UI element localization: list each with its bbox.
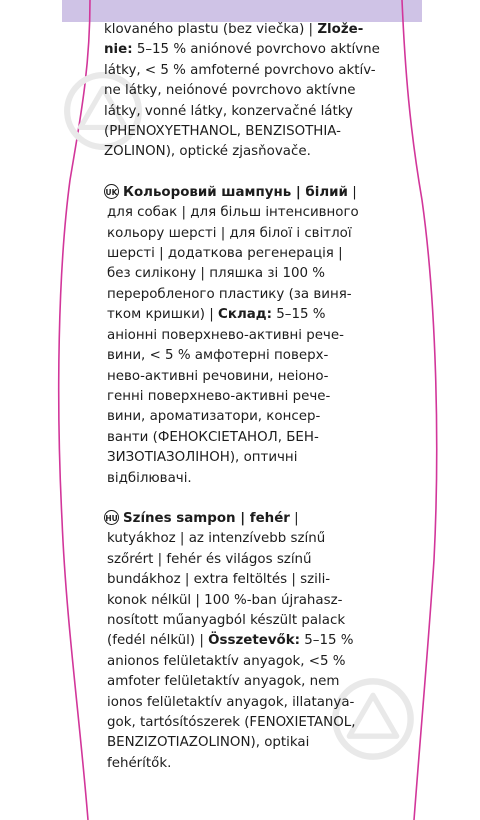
text-line — [104, 754, 380, 774]
text-segment: шерсті | додаткова регенерація | — [107, 246, 343, 262]
text-segment: szőrért | fehér és világos színű — [107, 551, 312, 567]
text-line — [104, 570, 380, 590]
text-segment: (fedél nélkül) | — [107, 633, 209, 649]
text-segment: nosított műanyagból készült palack — [107, 612, 346, 628]
text-line — [104, 326, 380, 346]
text-segment: kutyákhoz | az intenzívebb színű — [107, 531, 326, 547]
text-segment: без силікону | пляшка зі 100 % — [107, 266, 326, 282]
text-segment: ne látky, neiónové povrchovo aktívne — [104, 83, 356, 99]
text-line — [104, 264, 380, 284]
section-hungarian — [104, 509, 380, 774]
product-label-text — [104, 20, 380, 774]
section-slovak — [104, 20, 380, 163]
section-ukrainian — [104, 183, 380, 489]
text-segment: ionos felületaktív anyagok, illatanya- — [107, 694, 355, 710]
text-line — [104, 631, 380, 651]
text-line — [104, 203, 380, 223]
text-line — [104, 550, 380, 570]
text-line — [104, 509, 380, 529]
text-segment: konok nélkül | 100 %-ban újrahasz- — [107, 592, 343, 608]
language-badge-hu: HU — [104, 510, 119, 525]
bold-text-segment: Zlože- — [317, 22, 364, 37]
text-line — [104, 652, 380, 672]
text-line — [104, 611, 380, 631]
text-line — [104, 367, 380, 387]
text-line — [104, 102, 380, 122]
text-segment: ZOLINON), optické zjasňovače. — [104, 144, 311, 160]
bold-text-segment: Összetevők: — [208, 633, 301, 649]
text-line — [104, 407, 380, 427]
bold-text-segment: nie: — [104, 42, 133, 58]
text-segment: klovaného plastu (bez viečka) | — [104, 22, 318, 37]
bold-text-segment: Színes sampon | fehér — [123, 510, 290, 526]
bold-text-segment: Кольоровий шампунь | білий — [123, 184, 348, 200]
text-line — [104, 428, 380, 448]
text-line — [104, 346, 380, 366]
text-segment: для собак | для більш інтенсивного — [107, 205, 359, 221]
text-segment: кольору шерсті | для білої і світлої — [107, 225, 352, 241]
text-line — [104, 61, 380, 81]
text-line — [104, 183, 380, 203]
text-segment: генні поверхнево-активні рече- — [107, 388, 331, 404]
text-segment: переробленого пластику (за виня- — [107, 286, 352, 302]
text-line — [104, 713, 380, 733]
text-segment: 5–15 % — [300, 633, 354, 649]
text-line — [104, 81, 380, 101]
text-segment: | — [347, 184, 357, 200]
text-segment: нево-активні речовини, неіоно- — [107, 368, 329, 384]
text-segment: 5–15 % aniónové povrchovo aktívne — [132, 42, 380, 58]
text-segment: вини, < 5 % амфотерні поверх- — [107, 348, 329, 364]
text-line — [104, 529, 380, 549]
text-segment: BENZIZOTIAZOLINON), optikai — [107, 735, 310, 751]
text-segment: anionos felületaktív anyagok, <5 % — [107, 653, 346, 669]
text-segment: fehérítők. — [107, 755, 172, 771]
text-line — [104, 305, 380, 325]
text-segment: látky, vonné látky, konzervačné látky — [104, 103, 353, 119]
text-segment: gok, tartósítószerek (FENOXIETANOL, — [107, 715, 356, 730]
text-segment: ванти (ФЕНОКСІЕТАНОЛ, БЕН- — [107, 429, 319, 445]
text-segment: 5–15 % — [271, 307, 326, 323]
text-line — [104, 693, 380, 713]
text-line — [104, 40, 380, 60]
text-segment: | — [289, 510, 299, 526]
text-line — [104, 672, 380, 692]
text-line — [104, 387, 380, 407]
text-segment: відбілювачі. — [107, 470, 192, 486]
text-segment: вини, ароматизатори, консер- — [107, 409, 321, 425]
text-segment: bundákhoz | extra feltöltés | szili- — [107, 572, 331, 588]
text-segment: amfoter felületaktív anyagok, nem — [107, 674, 340, 690]
text-line — [104, 733, 380, 753]
text-segment: ЗИЗОТІАЗОЛІНОН), оптичні — [107, 450, 298, 466]
text-line — [104, 285, 380, 305]
text-line — [104, 448, 380, 468]
bold-text-segment: Склад: — [218, 307, 272, 323]
text-line — [104, 122, 380, 142]
text-line — [104, 142, 380, 162]
text-segment: тком кришки) | — [107, 307, 219, 323]
text-line — [104, 224, 380, 244]
text-segment: аніонні поверхнево-активні рече- — [107, 327, 344, 343]
text-line — [104, 469, 380, 489]
text-line — [104, 591, 380, 611]
text-line — [104, 244, 380, 264]
text-segment: (PHENOXYETHANOL, BENZISOTHIA- — [104, 124, 342, 140]
text-segment: látky, < 5 % amfoterné povrchovo aktív- — [104, 62, 376, 78]
language-badge-uk: UK — [104, 184, 119, 199]
text-line — [104, 20, 380, 40]
